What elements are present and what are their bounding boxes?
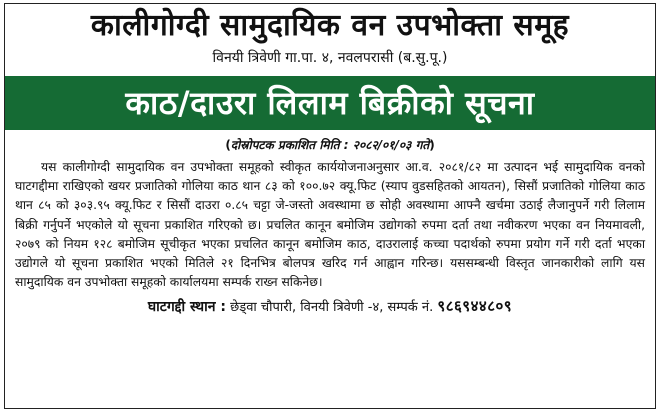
pub-date-close: )	[429, 138, 435, 152]
location-value: छेड्वा चौपारी, विनयी त्रिवेणी -४, सम्पर्क नं.	[230, 300, 434, 316]
banner-title: काठ/दाउरा लिलाम बिक्रीको सूचना	[125, 84, 535, 122]
location-colon: :	[215, 299, 226, 316]
contact-line	[5, 296, 655, 318]
notice-paragraph: यस कालीगोग्दी सामुदायिक वन उपभोक्ता समूहको स्वीकृत कार्ययोजनाअनुसार आ.व. २०८१/८२ मा उत्पादन भई सामुदायिक वनको घाटगद्दीमा राखिएको खयर प्रजातिको गोलिया काठ थान ८३ को १००.७२ क्यू.फिट (स्याप वुडसहितको आयतन), सिसौं प्रजातिको गोलिया काठ थान ८५ को ३०३.९५ क्यू.फिट र सिसौं दाउरा ०.८५ चट्टा जे-जस्तो अवस्थामा छ सोही अवस्थामा आफ्नै खर्चमा उठाई लैजानुपर्ने गरी लिलाम बिक्री गर्नुपर्ने भएकोले यो सूचना प्रकाशित गरिएको छ। प्रचलित कानून बमोजिम उद्योगको रुपमा दर्ता तथा नवीकरण भएका वन नियमावली, २०७९ को नियम १२८ बमोजिम सूचीकृत भएका प्रचलित कानून बमोजिम काठ, दाउरालाई कच्चा पदार्थको रुपमा प्रयोग गर्ने गरी दर्ता भएका उद्योगले यो सूचना प्रकाशित भएको मितिले २१ दिनभित्र बोलपत्र खरिद गर्न आह्वान गरिन्छ। यससम्बन्धी विस्तृत जानकारीको लागि यस सामुदायिक वन उपभोक्ता समूहको कार्यालयमा सम्पर्क राख्न सकिनेछ।	[15, 160, 645, 290]
contact-phone: ९८६९४४८०९	[437, 297, 513, 316]
publication-date	[5, 136, 655, 154]
pub-date-label: दोस्रोपटक प्रकाशित मिति :	[230, 138, 349, 152]
pub-date-open: (	[225, 138, 231, 152]
notice-body	[15, 158, 645, 292]
org-address: विनयी त्रिवेणी गा.पा. ४, नवलपरासी (ब.सु.पू.)	[212, 50, 448, 66]
org-name: कालीगोग्दी सामुदायिक वन उपभोक्ता समूह	[90, 8, 570, 43]
pub-date-value: २०८२/०१/०३ गते	[352, 138, 430, 152]
notice-page	[4, 3, 656, 409]
location-label: घाटगद्दी स्थान	[147, 299, 216, 316]
notice-banner	[5, 76, 655, 130]
